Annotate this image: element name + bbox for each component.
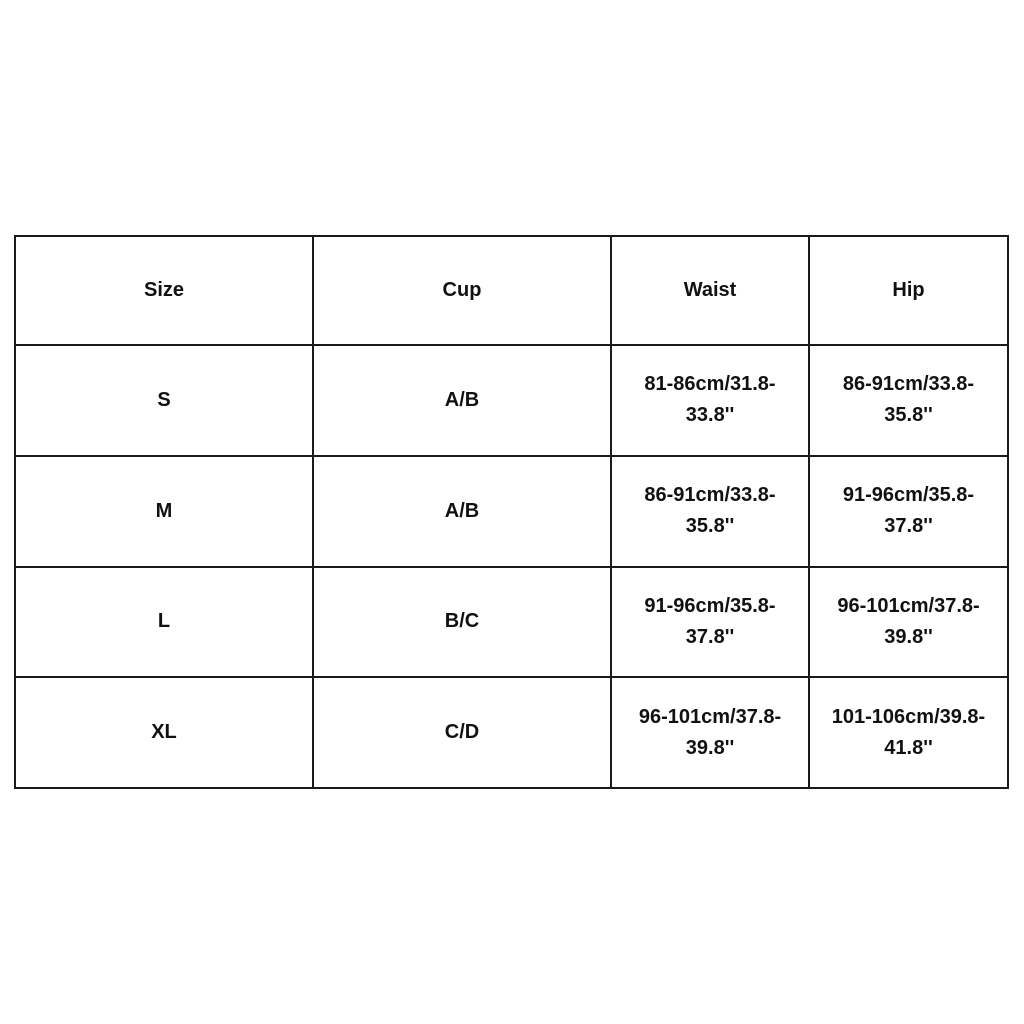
hip-cell: 86-91cm/33.8- 35.8'': [809, 345, 1008, 456]
waist-cell: 91-96cm/35.8- 37.8'': [611, 567, 809, 678]
table-row: [15, 345, 1008, 456]
cup-cell: C/D: [313, 677, 611, 788]
table-row: [15, 567, 1008, 678]
hip-cell: 96-101cm/37.8- 39.8'': [809, 567, 1008, 678]
header-size: Size: [15, 236, 313, 345]
waist-cell: 86-91cm/33.8- 35.8'': [611, 456, 809, 567]
waist-cell: 81-86cm/31.8- 33.8'': [611, 345, 809, 456]
size-chart-table: [14, 235, 1009, 789]
cup-cell: A/B: [313, 456, 611, 567]
header-hip: Hip: [809, 236, 1008, 345]
size-cell: S: [15, 345, 313, 456]
cup-cell: B/C: [313, 567, 611, 678]
hip-cell: 91-96cm/35.8- 37.8'': [809, 456, 1008, 567]
size-cell: XL: [15, 677, 313, 788]
header-cup: Cup: [313, 236, 611, 345]
size-cell: L: [15, 567, 313, 678]
cup-cell: A/B: [313, 345, 611, 456]
size-cell: M: [15, 456, 313, 567]
hip-cell: 101-106cm/39.8- 41.8'': [809, 677, 1008, 788]
header-waist: Waist: [611, 236, 809, 345]
table-row: [15, 677, 1008, 788]
table-row: [15, 456, 1008, 567]
waist-cell: 96-101cm/37.8- 39.8'': [611, 677, 809, 788]
table-header-row: [15, 236, 1008, 345]
